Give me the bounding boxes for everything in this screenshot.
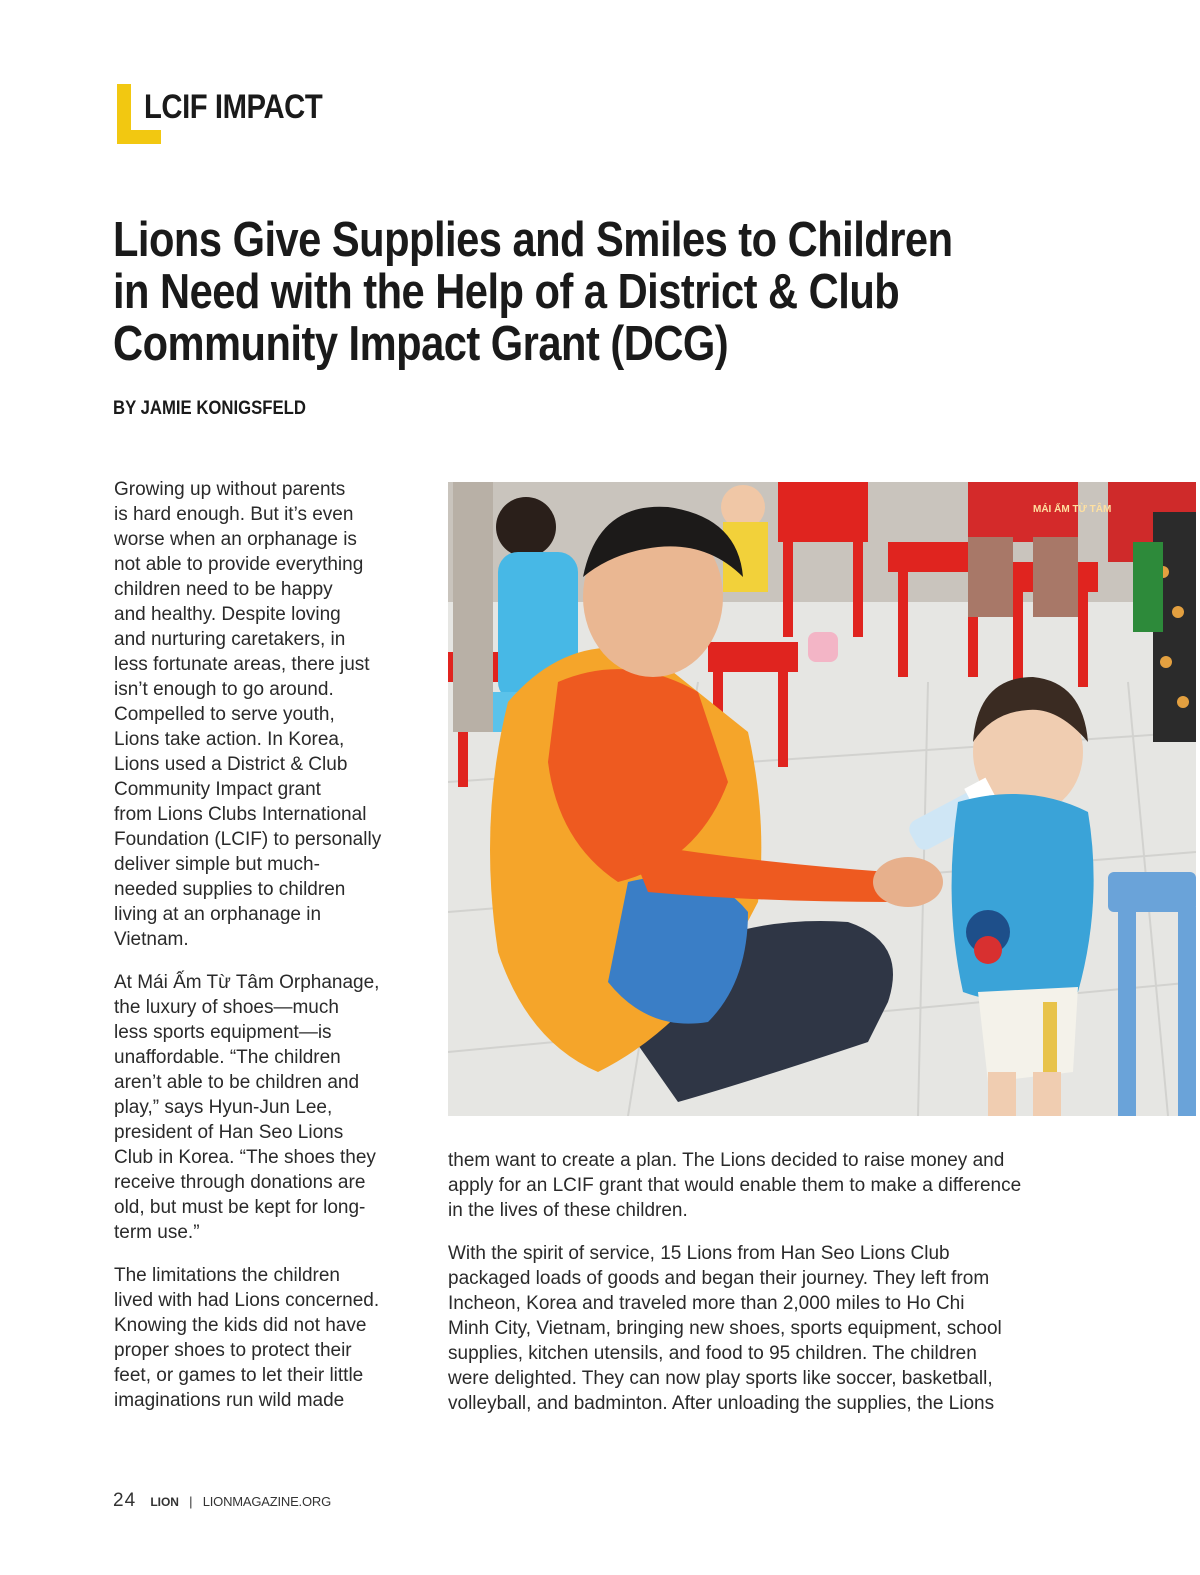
right-column	[448, 1148, 1108, 1434]
website-link[interactable]: LIONMAGAZINE.ORG	[202, 1494, 331, 1509]
footer-separator: |	[189, 1494, 193, 1509]
section-label	[114, 84, 374, 146]
body-paragraph: Growing up without parents is hard enough. But it’s even worse when an orphanage is not able to provide everything children need to be happy and healthy. Despite loving and nurturing caretakers, in less fortunate areas, there just isn’t enough to go around. Compelled to serve youth, Lions take action. In Korea, Lions used a District & Club Community Impact grant from Lions Clubs International Foundation (LCIF) to personally deliver simple but much- needed supplies to children living at an orphanage in Vietnam.	[114, 479, 382, 950]
headline-line-2: in Need with the Help of a District & Club	[113, 265, 900, 319]
headline-line-3: Community Impact Grant (DCG)	[113, 317, 729, 371]
body-paragraph: At Mái Ấm Từ Tâm Orphanage, the luxury of shoes—much less sports equipment—is unaffordable. “The children aren’t able to be children and play,” says Hyun-Jun Lee, president of Han Seo Lions Club in Korea. “The shoes they receive through donations are old, but must be kept for long- term use.”	[114, 972, 380, 1243]
page-number: 24	[113, 1490, 137, 1511]
left-column	[114, 477, 414, 1431]
vest-text: MÁI ẤM TỪ TÂM	[1033, 504, 1112, 515]
body-paragraph: them want to create a plan. The Lions decided to raise money and apply for an LCIF grant that would enable them to make a difference in the lives of these children.	[448, 1150, 1022, 1221]
byline: BY JAMIE KONIGSFELD	[113, 398, 306, 419]
magazine-name: LION	[150, 1495, 179, 1509]
body-paragraph: With the spirit of service, 15 Lions from Han Seo Lions Club packaged loads of goods and began their journey. They left from Incheon, Korea and traveled more than 2,000 miles to Ho Chi Minh City, Vietnam, bringing new shoes, sports equipment, school supplies, kitchen utensils, and food to 95 children. The children were delighted. They can now play sports like soccer, basketball, volleyball, and badminton. After unloading the supplies, the Lions	[448, 1243, 1002, 1414]
article-photo	[448, 482, 1196, 1116]
headline-line-1: Lions Give Supplies and Smiles to Children	[113, 213, 953, 267]
section-bracket-horizontal	[117, 130, 161, 144]
body-paragraph: The limitations the children lived with had Lions concerned. Knowing the kids did not have proper shoes to protect their feet, or games to let their little imaginations run wild made	[114, 1265, 380, 1411]
page-footer	[113, 1490, 331, 1512]
photo-illustration	[448, 482, 1196, 1116]
section-label-text: LCIF IMPACT	[144, 88, 323, 126]
article-headline	[113, 214, 963, 370]
